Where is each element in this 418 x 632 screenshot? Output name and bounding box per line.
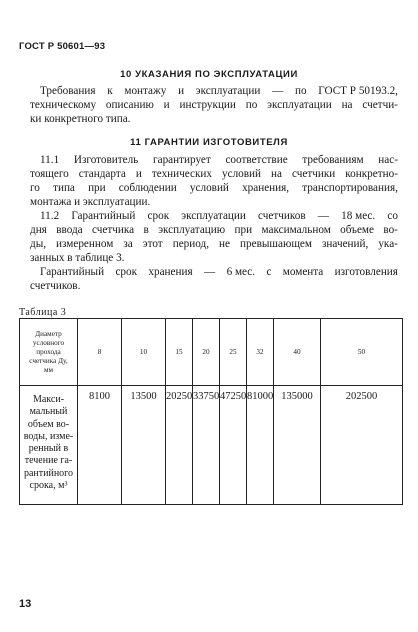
word: не	[219, 238, 230, 250]
word: соблюдении	[118, 182, 177, 194]
diameter-header: 25	[220, 319, 247, 386]
page-number: 13	[19, 598, 32, 610]
word: —	[317, 210, 329, 222]
row-header-line: мальный	[29, 406, 68, 418]
word: за	[123, 238, 133, 250]
text-line	[40, 84, 398, 98]
row-header-line: срока, м³	[29, 480, 68, 492]
word: —	[204, 266, 216, 278]
word: по	[245, 99, 258, 111]
word: счетчика	[92, 224, 135, 236]
word: хранения,	[242, 182, 290, 194]
word: и	[163, 99, 170, 111]
table-label: Таблица 3	[19, 307, 67, 318]
word: превышающем	[240, 238, 312, 250]
text-line	[30, 223, 398, 237]
row-header-line: течение га-	[24, 455, 73, 467]
table-cell: 47250	[220, 386, 247, 505]
word: типа	[53, 182, 75, 194]
table-cell: 20250	[166, 386, 193, 505]
word: со	[387, 210, 398, 222]
text-line	[40, 153, 398, 167]
table-cell: 202500	[321, 386, 403, 505]
word: дня	[30, 224, 47, 236]
section-11-paragraph-3	[30, 265, 398, 293]
word: техническому	[30, 99, 97, 111]
text-line	[30, 251, 398, 265]
word: на	[341, 99, 353, 111]
word: Гарантийный	[71, 210, 136, 222]
text-line	[30, 195, 398, 209]
word: в	[143, 224, 149, 236]
word: эксплуатацию	[158, 224, 226, 236]
word: конкретно-	[345, 168, 398, 180]
column-header-line: счетчика Ду,	[29, 356, 68, 365]
text-line	[30, 167, 398, 181]
word: Изготовитель	[73, 154, 139, 166]
word: описанию	[105, 99, 154, 111]
row-header-line: рантийного	[23, 467, 74, 479]
word: тоящего	[30, 168, 69, 180]
word: объеме	[340, 224, 374, 236]
word: эксплуатации	[267, 99, 332, 111]
section-10-title: 10 УКАЗАНИЯ ПО ЭКСПЛУАТАЦИИ	[120, 69, 298, 80]
diameter-header: 8	[78, 319, 122, 386]
word: этот	[142, 238, 163, 250]
text-line	[40, 265, 398, 279]
table-cell: 81000	[247, 386, 274, 505]
table-cell: 135000	[274, 386, 321, 505]
table-cell: 8100	[78, 386, 122, 505]
word: условий	[222, 168, 262, 180]
word: срок	[147, 210, 170, 222]
table-cell: 33750	[193, 386, 220, 505]
word: ды,	[30, 238, 47, 250]
word: счетчи-	[362, 99, 398, 111]
word: с	[266, 266, 272, 278]
word: 11.1	[40, 154, 60, 166]
text-line	[40, 209, 398, 223]
word: гарантирует	[153, 154, 211, 166]
diameter-header: 10	[122, 319, 166, 386]
word: изготовления	[334, 266, 398, 278]
column-header-line: Диаметр	[35, 329, 62, 338]
word: измеренном	[56, 238, 114, 250]
word: максимальном	[261, 224, 331, 236]
word: счетчиков	[258, 210, 306, 222]
diameter-header: 32	[247, 319, 274, 386]
row-header-line: Макси-	[32, 394, 65, 405]
section-11-paragraph-2	[30, 209, 398, 265]
word: 6 мес.	[226, 266, 256, 278]
table-header-row	[20, 319, 403, 386]
word: ука-	[378, 238, 398, 250]
diameter-header: 15	[166, 319, 193, 386]
word: срок	[115, 266, 138, 278]
word: занных в таблице 3.	[30, 252, 125, 264]
word: го	[30, 182, 40, 194]
word: ГОСТ Р 50193.2,	[318, 85, 398, 97]
word: нас-	[378, 154, 398, 166]
word: соответствие	[225, 154, 288, 166]
word: технических	[151, 168, 212, 180]
word: счетчики	[292, 168, 336, 180]
text-line	[30, 279, 398, 293]
word: и	[135, 168, 142, 180]
text-line	[30, 112, 398, 126]
word: эксплуатации	[181, 210, 246, 222]
word: Требования	[40, 85, 96, 97]
text-line	[30, 181, 398, 195]
column-header-line: мм	[43, 365, 54, 374]
column-header-line: условного	[32, 338, 65, 347]
word: период,	[172, 238, 210, 250]
word: значений,	[322, 238, 369, 250]
row-header-max-volume	[20, 386, 78, 505]
table-cell: 13500	[122, 386, 166, 505]
word: по	[294, 85, 307, 97]
section-11-paragraph-1	[30, 153, 398, 209]
word: на	[271, 168, 282, 180]
column-header-line: прохода	[36, 347, 61, 356]
table-row	[20, 386, 403, 505]
document-code: ГОСТ Р 50601—93	[19, 41, 106, 52]
word: во-	[383, 224, 398, 236]
word: счетчиков.	[30, 280, 81, 292]
word: Гарантийный	[40, 266, 105, 278]
diameter-header: 40	[274, 319, 321, 386]
row-header-line: воды, изме-	[23, 430, 74, 442]
table-3	[19, 318, 403, 505]
section-11-title: 11 ГАРАНТИИ ИЗГОТОВИТЕЛЯ	[130, 137, 288, 148]
word: при	[88, 182, 106, 194]
word: момента	[282, 266, 324, 278]
diameter-header: 50	[321, 319, 403, 386]
word: ки конкретного типа.	[30, 113, 131, 125]
word: монтажа и эксплуатации.	[30, 196, 151, 208]
section-10-text	[30, 84, 398, 126]
word: эксплуатации	[195, 85, 261, 97]
word: при	[234, 224, 253, 236]
word: монтажу	[124, 85, 167, 97]
word: условий	[189, 182, 229, 194]
row-header-line: ренный в	[28, 443, 69, 455]
text-line	[30, 237, 398, 251]
row-header-line: объем во-	[27, 418, 70, 430]
column-header-diameter	[20, 319, 78, 386]
word: к	[107, 85, 113, 97]
word: стандарта	[78, 168, 126, 180]
word: 11.2	[40, 210, 60, 222]
word: требованиям	[302, 154, 364, 166]
text-line	[30, 98, 398, 112]
word: 18 мес.	[341, 210, 376, 222]
word: и	[178, 85, 185, 97]
diameter-header: 20	[193, 319, 220, 386]
word: инструкции	[179, 99, 236, 111]
word: транспортирования,	[302, 182, 398, 194]
word: ввода	[56, 224, 83, 236]
word: —	[272, 85, 284, 97]
word: хранения	[148, 266, 193, 278]
